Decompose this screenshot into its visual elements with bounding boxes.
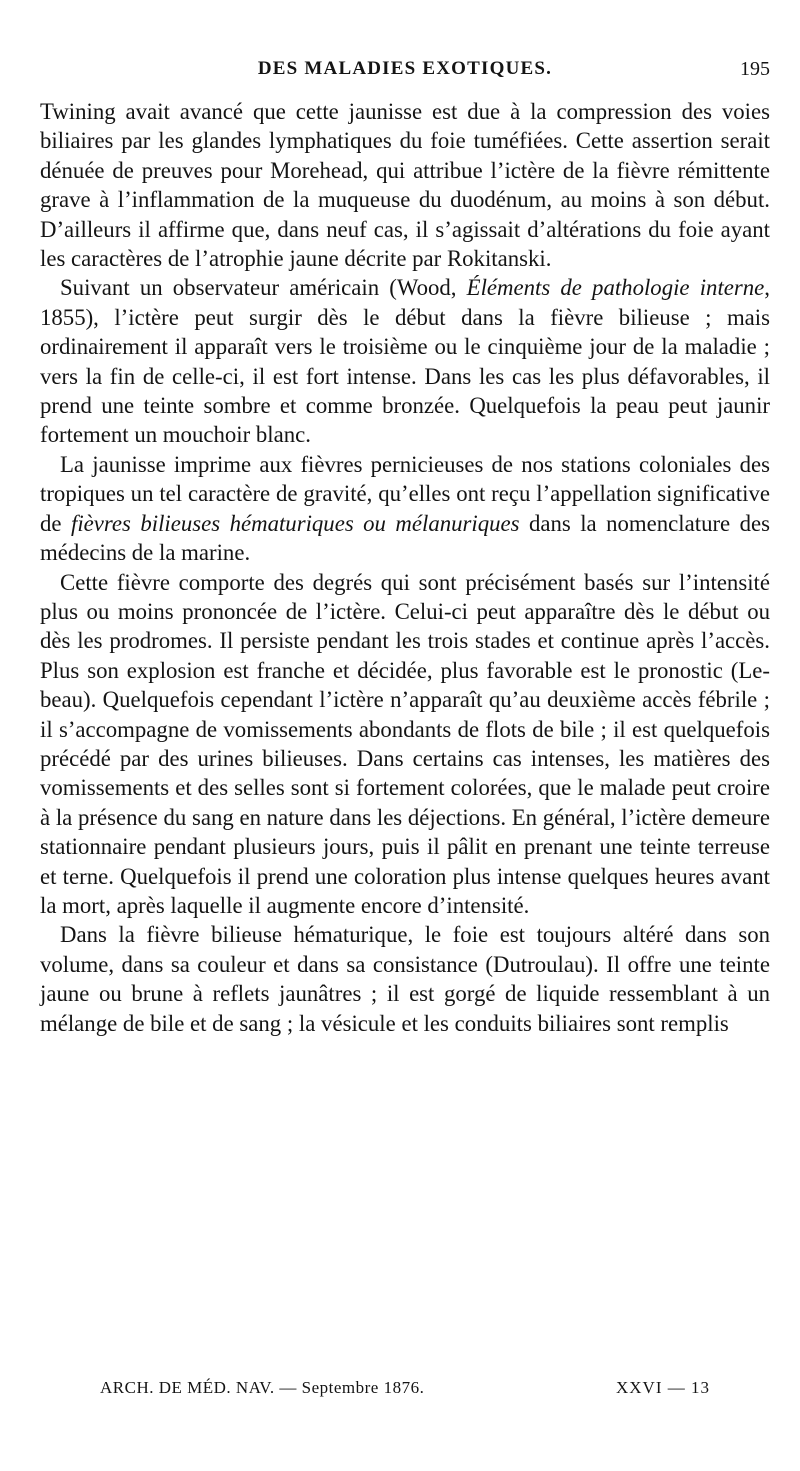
text-run: La jaunisse imprime aux fièvres pernicieuses de nos stations coloniales des tropiques un tel caractère de gravité, qu’elles ont reçu l’appellation significative de [40,451,770,536]
paragraph [40,273,770,449]
text-run: Dans la fièvre bilieuse hématurique, le foie est toujours altéré dans son volume, dans sa couleur et dans sa consistance (Dutroulau). Il offre une teinte jaune ou brune à reflets jaunâtres ; il est gorgé de liquide ressemblant à un mélange de bile et de sang ; la vésicule et les conduits biliaires sont remplis [40,922,770,1036]
text-run: Cette fièvre comporte des degrés qui sont précisément basés sur l’intensité plus ou moins prononcée de l’ictère. Celui-ci peut apparaître dès le début ou dès les prodromes. Il persiste pendant les trois stades et continue après l’accès. Plus son explosion est franche et décidée, plus favorable est le pronostic (Lebeau). Quelquefois cependant l’ictère n’apparaît qu’au deuxième accès fébrile ; il s’accompagne de vomissements abondants de flots de bile ; il est quelquefois précédé par des urines bilieuses. Dans certains cas intenses, les matières des vomissements et des selles sont si fortement colorées, que le malade peut croire à la présence du sang en nature dans les déjections. En général, l’ictère demeure stationnaire pendant plusieurs jours, puis il pâlit en prenant une teinte terreuse et terne. Quelquefois il prend une coloration plus intense quelques heures avant la mort, après laquelle il augmente encore d’intensité. [40,569,770,918]
paragraph [40,450,770,568]
paragraph [40,568,770,921]
journal-reference: ARCH. DE MÉD. NAV. — Septembre 1876. [100,1378,425,1397]
text-run: Suivant un observateur américain (Wood, [60,275,467,301]
running-title: DES MALADIES EXOTIQUES. [257,58,553,79]
paragraph [40,920,770,1038]
text-run: dans la nomenclature des médecins de la marine. [40,510,771,566]
page-footer [100,1378,710,1404]
page-number: 195 [740,58,770,80]
text-run: Twining avait avancé que cette jaunisse est due à la compression des voies biliaires par les glandes lymphatiques du foie tuméfiées. Cette assertion serait dénuée de preuves pour Morehead, qui attribue l’ictère de la fièvre rémittente grave à l’inflammation de la muqueuse du duodénum, au moins à son début. D’ailleurs il affirme que, dans neuf cas, il s’agissait d’altérations du foie ayant les caractères de l’atrophie jaune décrite par Rokitanski. [40,99,770,272]
text-run: , 1855), l’ictère peut surgir dès le début dans la fièvre bilieuse ; mais ordinairement il apparaît vers le troisième ou le cinquième jour de la maladie ; vers la fin de celle-ci, il est fort intense. Dans les cas les plus défavorables, il prend une teinte sombre et comme bronzée. Quelquefois la peau peut jaunir fortement un mouchoir blanc. [40,275,770,448]
page-header [40,58,770,88]
signature-mark: XXVI — 13 [616,1378,710,1397]
italic-text-run: Éléments de pathologie interne [466,275,765,301]
body-text [40,97,770,1038]
paragraph [40,97,770,273]
italic-text-run: fièvres bilieuses hématuriques ou mélanuriques [70,510,520,536]
